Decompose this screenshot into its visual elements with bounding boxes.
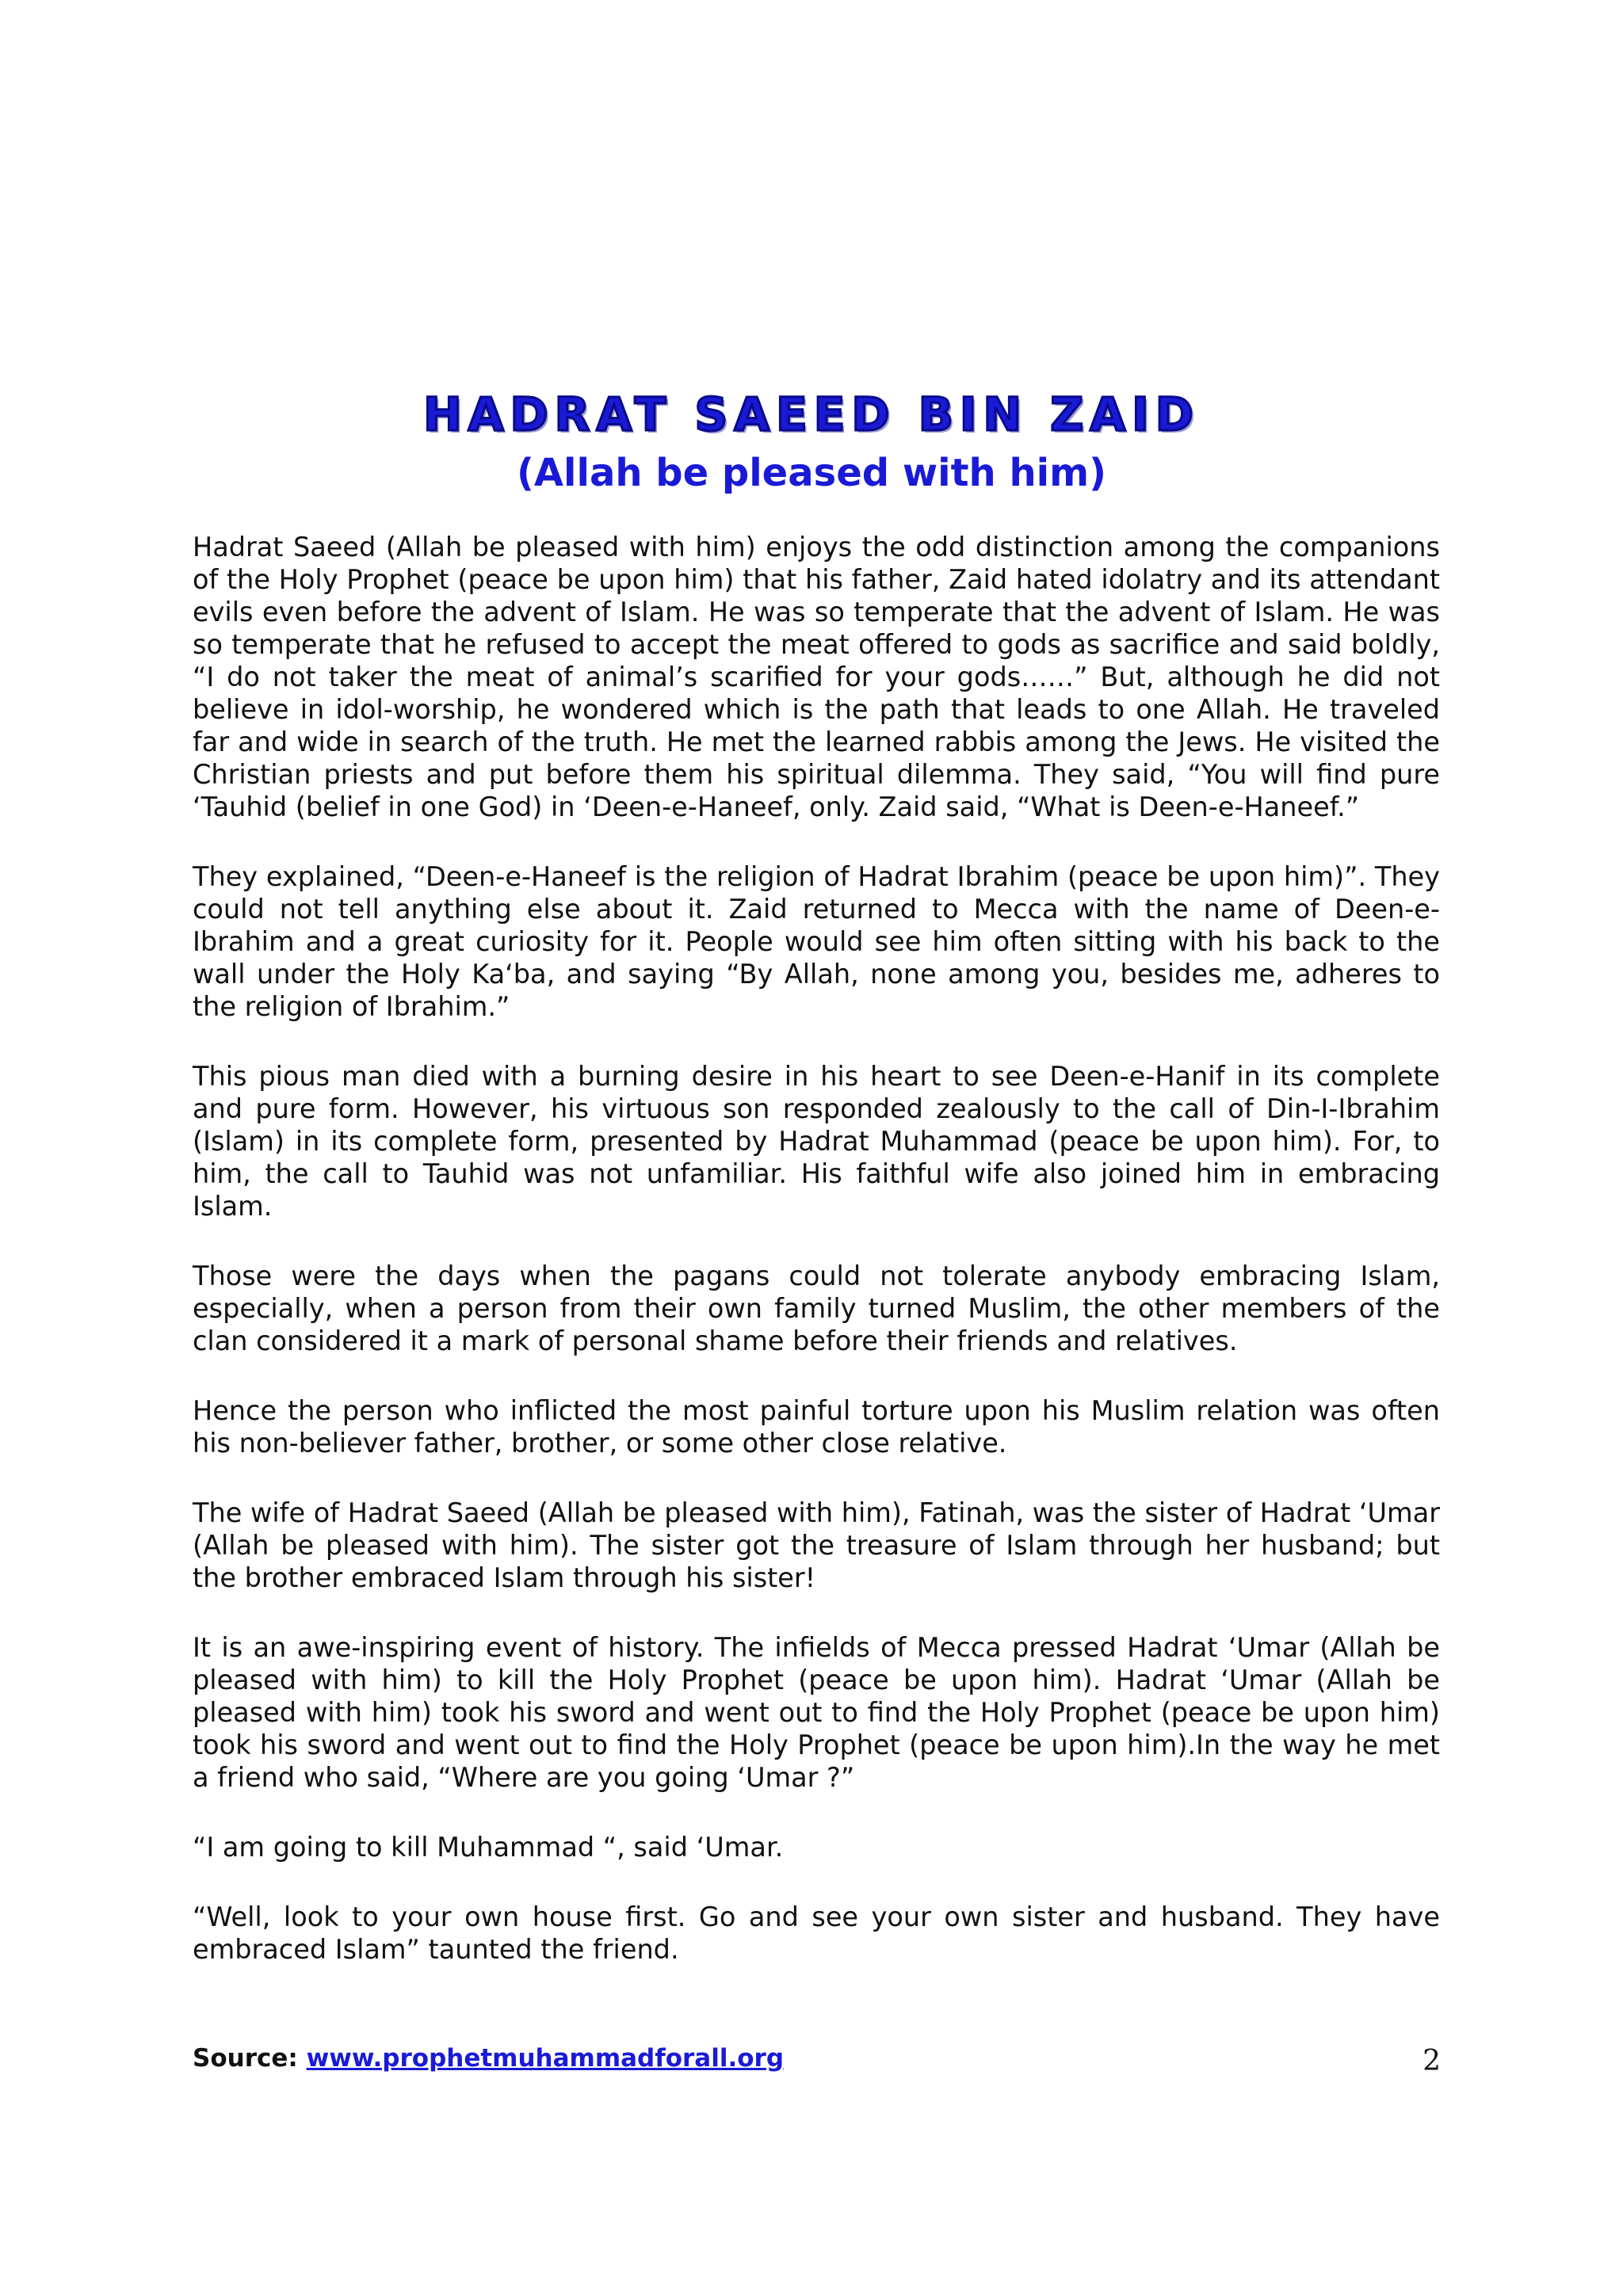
paragraph-7: It is an awe-inspiring event of history. The infields of Mecca pressed Hadrat ‘Umar (Allah be pleased with him) to kill the Holy Prophet (peace be upon him). Hadrat ‘Umar (Allah be pleased with him) took his sword and went out to find the Holy Prophet (peace be upon him) took his sword and went out to find the Holy Prophet (peace be upon him).In the way he met a friend who said, “Where are you going ‘Umar ?” [193,1632,1440,1793]
source-label: Source: [193,2044,298,2073]
article-body [193,531,1440,2003]
paragraph-9: “Well, look to your own house first. Go and see your own sister and husband. They have embraced Islam” taunted the friend. [193,1901,1440,1965]
source-link[interactable]: www.prophetmuhammadforall.org [306,2044,785,2073]
footer-source [193,2042,784,2074]
paragraph-5: Hence the person who inflicted the most painful torture upon his Muslim relation was often his non-believer father, brother, or some other close relative. [193,1395,1440,1459]
page-subtitle: (Allah be pleased with him) [516,451,1107,495]
page-title: HADRAT SAEED BIN ZAID [423,387,1200,441]
paragraph-2: They explained, “Deen-e-Haneef is the religion of Hadrat Ibrahim (peace be upon him)”. They could not tell anything else about it. Zaid returned to Mecca with the name of Deen-e-Ibrahim and a great curiosity for it. People would see him often sitting with his back to the wall under the Holy Ka‘ba, and saying “By Allah, none among you, besides me, adheres to the religion of Ibrahim.” [193,861,1440,1022]
paragraph-3: This pious man died with a burning desire in his heart to see Deen-e-Hanif in its complete and pure form. However, his virtuous son responded zealously to the call of Din-I-Ibrahim (Islam) in its complete form, presented by Hadrat Muhammad (peace be upon him). For, to him, the call to Tauhid was not unfamiliar. His faithful wife also joined him in embracing Islam. [193,1061,1440,1222]
paragraph-8: “I am going to kill Muhammad “, said ‘Umar. [193,1832,784,1863]
paragraph-6: The wife of Hadrat Saeed (Allah be pleased with him), Fatinah, was the sister of Hadrat ‘Umar (Allah be pleased with him). The sister got the treasure of Islam through her husband; but the brother embraced Islam through his sister! [193,1497,1440,1593]
paragraph-1: Hadrat Saeed (Allah be pleased with him) enjoys the odd distinction among the companions of the Holy Prophet (peace be upon him) that his father, Zaid hated idolatry and its attendant evils even before the advent of Islam. He was so temperate that the advent of Islam. He was so temperate that he refused to accept the meat offered to gods as sacrifice and said boldly, “I do not taker the meat of animal’s scarified for your gods……” But, although he did not believe in idol-worship, he wondered which is the path that leads to one Allah. He traveled far and wide in search of the truth. He met the learned rabbis among the Jews. He visited the Christian priests and put before them his spiritual dilemma. They said, “You will find pure ‘Tauhid (belief in one God) in ‘Deen-e-Haneef, only. Zaid said, “What is Deen-e-Haneef.” [193,532,1440,822]
paragraph-4: Those were the days when the pagans could not tolerate anybody embracing Islam, especially, when a person from their own family turned Muslim, the other members of the clan considered it a mark of personal shame before their friends and relatives. [193,1261,1440,1356]
page-number: 2 [1423,2045,1441,2077]
